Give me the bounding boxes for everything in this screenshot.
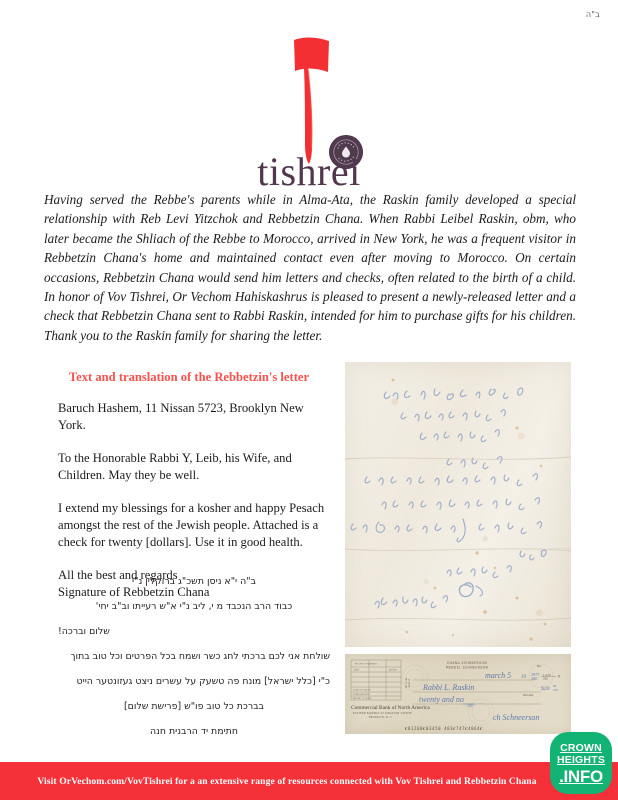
section-heading: Text and translation of the Rebbetzin's letter: [68, 370, 310, 384]
translation-signoff-line2: Signature of Rebbetzin Chana: [58, 585, 210, 600]
svg-text:CHANA SCHNEERSON: CHANA SCHNEERSON: [446, 661, 488, 665]
svg-text:260: 260: [543, 677, 548, 681]
svg-text:TOTAL DEPOSITS: TOTAL DEPOSITS: [353, 694, 369, 696]
svg-text:DATE: DATE: [354, 669, 359, 672]
svg-text:twenty and no: twenty and no: [419, 695, 464, 704]
hebrew-line-5: כ"י [כלל ישראל] מונח פה טשעק על עשרים ניצט געזונטער הייט: [76, 676, 330, 687]
svg-text:MENDEL SCHNEERSON: MENDEL SCHNEERSON: [445, 665, 489, 670]
svg-text:Rabbi L. Raskin: Rabbi L. Raskin: [423, 683, 475, 692]
crownheights-info-logo[interactable]: [550, 732, 612, 794]
translation-paragraph-2: To the Honorable Rabbi Y, Leib, his Wife, and Children. May they be well.: [58, 450, 292, 483]
lamed-flag-icon: [291, 36, 335, 166]
svg-text:00: 00: [553, 684, 557, 688]
svg-text:PAY TO THE: PAY TO THE: [406, 677, 408, 688]
svg-text:march 5: march 5: [485, 671, 512, 680]
hebrew-line-7: חתימת יד הרבנית חנה: [150, 726, 238, 737]
hebrew-line-4: שולחת אני לכם ברכתי לחג כשר ושמח בכל הפרטים וכל טוב בתוך: [70, 651, 330, 662]
svg-text:AMOUNT: AMOUNT: [389, 669, 398, 672]
svg-text:19: 19: [521, 675, 526, 680]
svg-text:ch Schneerson: ch Schneerson: [493, 713, 540, 722]
svg-text:AMOUNT OF CHECK: AMOUNT OF CHECK: [353, 698, 372, 700]
hebrew-original-column: [58, 575, 330, 739]
hebrew-line-3: שלום וברכה!: [58, 626, 110, 637]
footer-text: Visit OrVechom.com/VovTishrei for a an extensive range of resources connected with Vov Tishrei and Rebbetzin Chana: [37, 775, 537, 787]
hebrew-line-2: כבוד הרב הנכבד מ י, ליב נ"י א"ש רעייתו וב"ב יחי': [95, 601, 293, 612]
tishrei-wordmark: tishrei: [257, 149, 361, 194]
svg-text:1973: 1973: [531, 672, 540, 677]
translation-paragraph-3: I extend my blessings for a kosher and happy Pesach amongst the rest of the Jewish people. Attached is a check for twenty [dollars]. Use it in good health.: [58, 500, 325, 550]
translation-signoff-line1: All the best and regards: [58, 567, 178, 582]
svg-text:No.: No.: [537, 664, 542, 668]
svg-text:Commercial Bank of North Ameri: Commercial Bank of North America: [351, 705, 430, 711]
bank-check-scan: [345, 654, 571, 734]
svg-text:1-270: 1-270: [543, 674, 551, 677]
svg-text:BROOKLYN, N. Y.: BROOKLYN, N. Y.: [369, 716, 393, 719]
badge-line-info: .INFO: [559, 767, 603, 786]
handwritten-letter-scan: [345, 362, 571, 647]
translation-paragraph-1: Baruch Hashem, 11 Nissan 5723, Brooklyn New York.: [58, 401, 304, 433]
badge-line-heights: HEIGHTS: [556, 753, 606, 766]
svg-text:DOLLARS: DOLLARS: [523, 694, 534, 697]
footer-bar: [0, 762, 618, 800]
intro-paragraph: Having served the Rebbe's parents while in Alma-Ata, the Raskin family developed a special relationship with Reb Levi Yitzchok and Rebbetzin Chana. When Rabbi Leibel Raskin, obm, who later became the Shliach of the Rebbe to Morocco, arrived in New York, he was a frequent visitor in Rebbetzin Chana's home and maintained contact even after moving to Morocco. On certain occasions, Rebbetzin Chana would send him letters and checks, often related to the birth of a child. In honor of Vov Tishrei, Or Vechom Hahiskashrus is pleased to present a newly-released letter and a check that Rebbetzin Chana sent to Rabbi Raskin, intended for him to purchase gifts for his children. Thank you to the Raskin family for sharing the letter.: [44, 192, 576, 343]
svg-text:260: 260: [531, 676, 538, 681]
svg-text:EASTERN PARKWAY AT KINGSTON AV: EASTERN PARKWAY AT KINGSTON AVENUE: [353, 712, 412, 715]
tishrei-logo: [0, 28, 618, 194]
svg-text:ORDER OF: ORDER OF: [409, 678, 411, 688]
svg-text:RECORD OF PAYMENTS: RECORD OF PAYMENTS: [355, 663, 377, 666]
translation-column: [58, 400, 330, 602]
hebrew-line-6: בברכת כל טוב פו"ש [פרישת שלום]: [124, 701, 264, 712]
svg-text:TOTAL OF CHECKS: TOTAL OF CHECKS: [353, 689, 371, 692]
svg-text:$20: $20: [541, 686, 550, 692]
badge-line-crown: CROWN: [560, 742, 602, 754]
bh-marker: ב"ה: [585, 10, 600, 19]
svg-text:100: 100: [553, 688, 558, 692]
svg-text:K: K: [558, 674, 561, 679]
svg-text:⑆01260⑆03450 403⑈747⑆4064⑆: ⑆01260⑆03450 403⑈747⑆4064⑆: [405, 726, 484, 731]
svg-text:100: 100: [467, 704, 473, 708]
hebrew-line-1: ב"ה י"א ניסן תשכ"ג ברוקלין נ"י: [132, 576, 256, 587]
